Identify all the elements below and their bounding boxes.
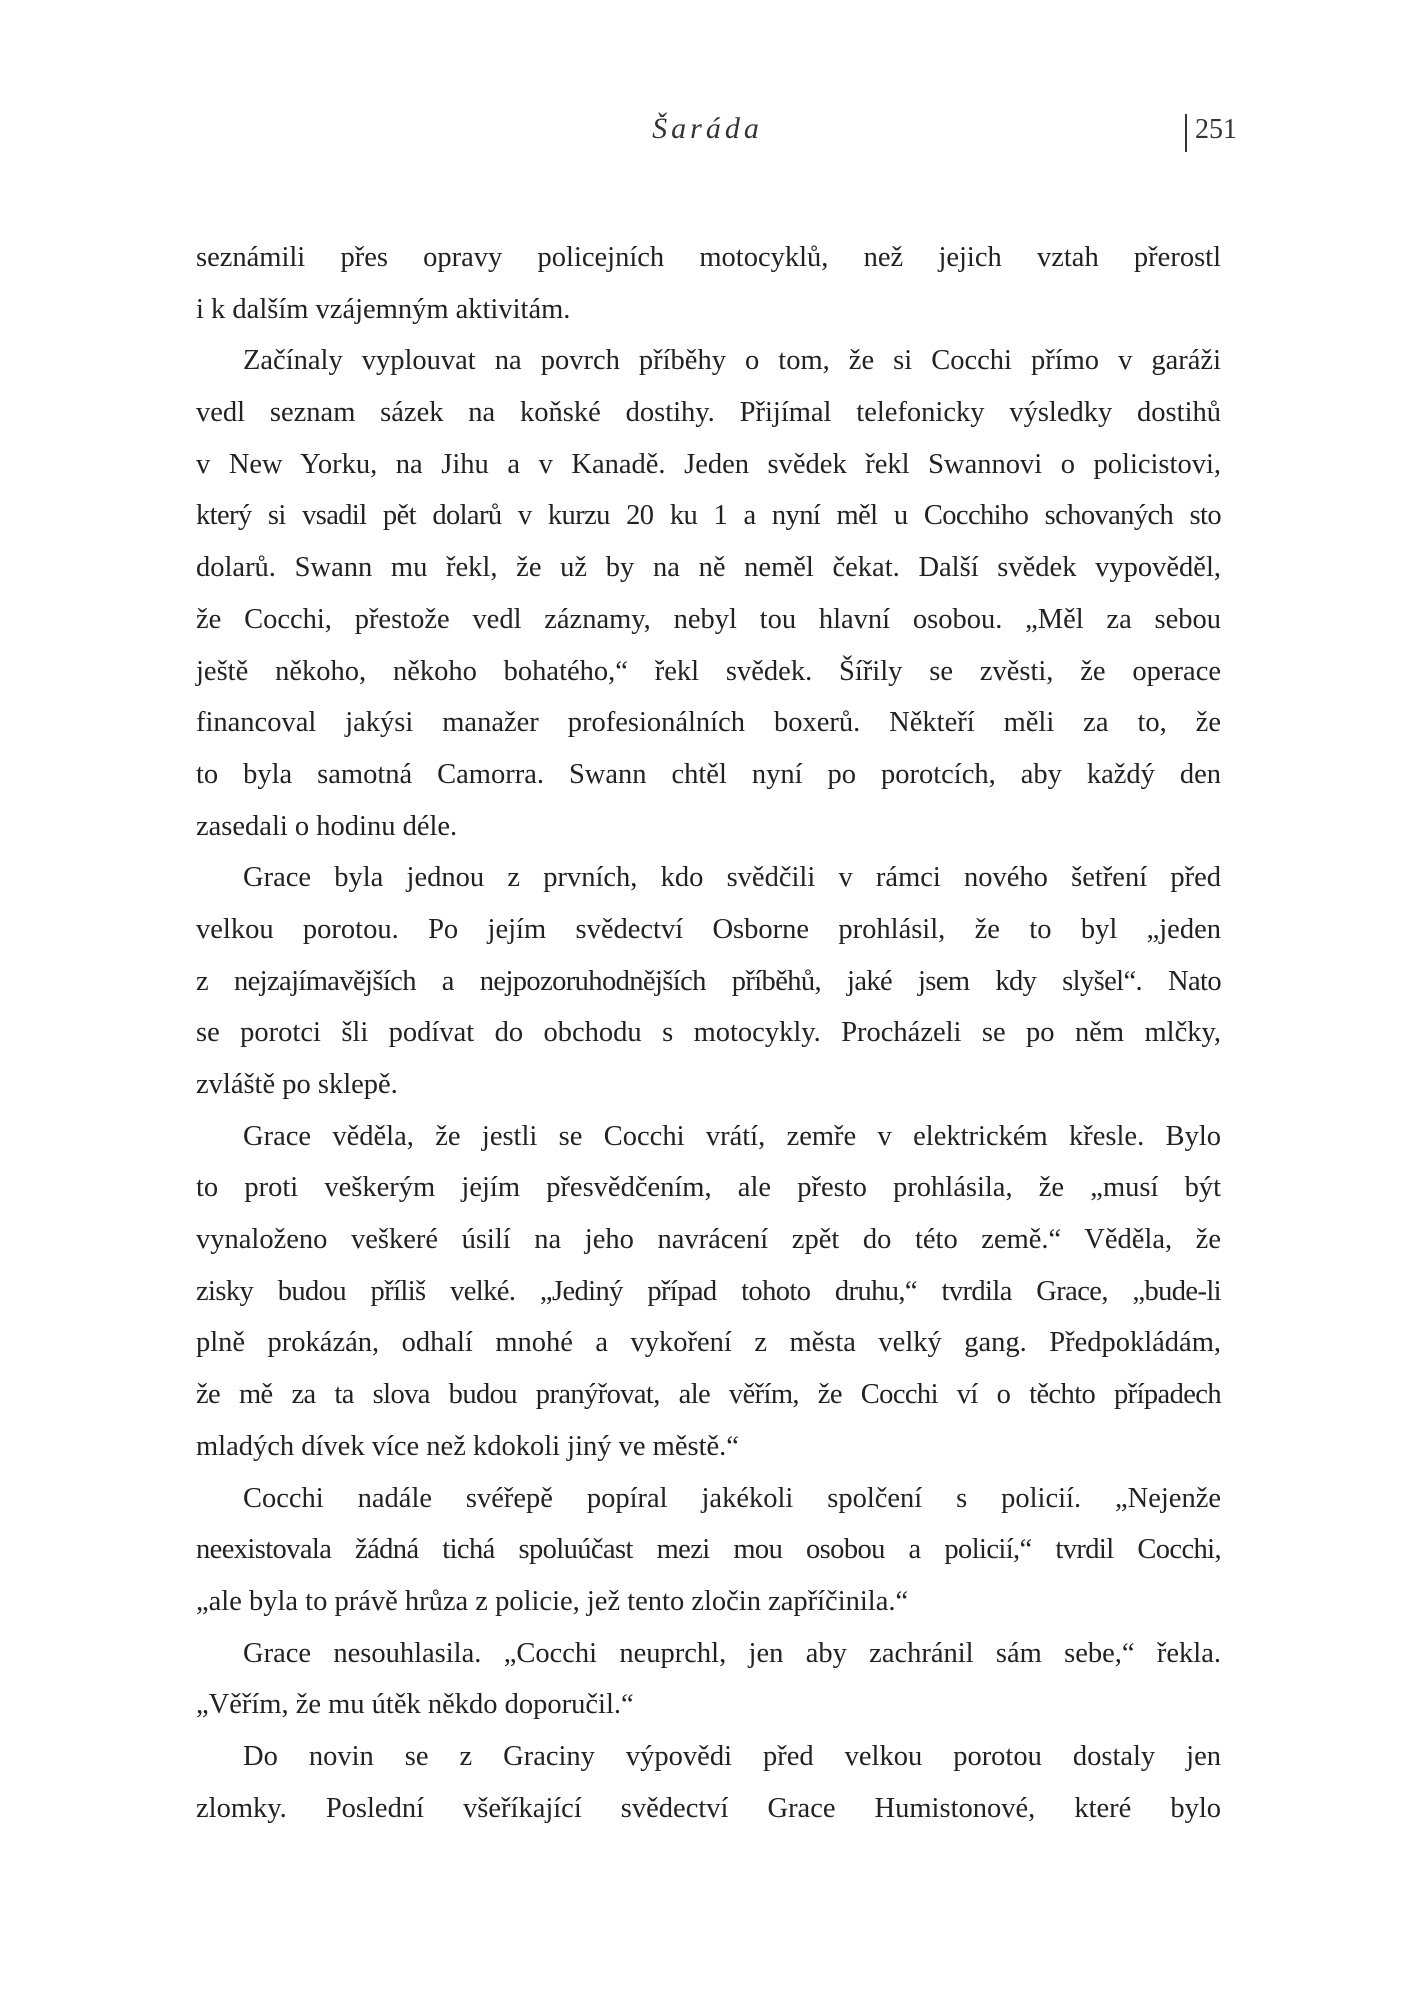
- text-line: se porotci šli podívat do obchodu s motocykly. Procházeli se po něm mlčky,: [196, 1017, 1221, 1049]
- text-line: velkou porotou. Po jejím svědectví Osborne prohlásil, že to byl „jeden: [196, 913, 1221, 945]
- text-line: který si vsadil pět dolarů v kurzu 20 ku 1 a nyní měl u Cocchiho schovaných sto: [196, 500, 1221, 532]
- text-line: seznámili přes opravy policejních motocyklů, než jejich vztah přerostl: [196, 242, 1221, 273]
- text-line: financoval jakýsi manažer profesionálních boxerů. Někteří měli za to, že: [196, 707, 1221, 739]
- text-line: Grace byla jednou z prvních, kdo svědčili v rámci nového šetření před: [243, 862, 1221, 894]
- text-line: zvláště po sklepě.: [196, 1069, 398, 1100]
- text-line: „Věřím, že mu útěk někdo doporučil.“: [196, 1689, 634, 1721]
- text-line: vedl seznam sázek na koňské dostihy. Přijímal telefonicky výsledky dostihů: [196, 397, 1221, 429]
- text-line: Do novin se z Graciny výpovědi před velkou porotou dostaly jen: [243, 1740, 1221, 1772]
- text-line: neexistovala žádná tichá spoluúčast mezi mou osobou a policií,“ tvrdil Cocchi,: [196, 1534, 1221, 1566]
- text-line: to byla samotná Camorra. Swann chtěl nyní po porotcích, aby každý den: [196, 758, 1221, 790]
- page-header: [0, 112, 1415, 156]
- text-line: Začínaly vyplouvat na povrch příběhy o tom, že si Cocchi přímo v garáži: [243, 345, 1221, 377]
- text-line: že Cocchi, přestože vedl záznamy, nebyl tou hlavní osobou. „Měl za sebou: [196, 603, 1221, 635]
- body-text: [196, 232, 1221, 1834]
- text-line: zisky budou příliš velké. „Jediný případ tohoto druhu,“ tvrdila Grace, „bude-li: [196, 1275, 1221, 1307]
- text-line: Grace věděla, že jestli se Cocchi vrátí, zemře v elektrickém křesle. Bylo: [243, 1120, 1221, 1152]
- text-line: zlomky. Poslední všeříkající svědectví Grace Humistonové, které bylo: [196, 1792, 1221, 1824]
- text-line: v New Yorku, na Jihu a v Kanadě. Jeden svědek řekl Swannovi o policistovi,: [196, 448, 1221, 480]
- text-line: plně prokázán, odhalí mnohé a vykoření z města velký gang. Předpokládám,: [196, 1327, 1221, 1359]
- text-line: z nejzajímavějších a nejpozoruhodnějších příběhů, jaké jsem kdy slyšel“. Nato: [196, 965, 1221, 997]
- running-title: Šaráda: [652, 112, 763, 145]
- header-divider: [1185, 114, 1187, 152]
- text-line: to proti veškerým jejím přesvědčením, ale přesto prohlásila, že „musí být: [196, 1172, 1221, 1204]
- text-line: „ale byla to právě hrůza z policie, jež tento zločin zapříčinila.“: [196, 1585, 909, 1617]
- text-line: zasedali o hodinu déle.: [196, 810, 458, 842]
- text-line: ještě někoho, někoho bohatého,“ řekl svědek. Šířily se zvěsti, že operace: [196, 655, 1221, 687]
- text-line: Grace nesouhlasila. „Cocchi neuprchl, jen aby zachránil sám sebe,“ řekla.: [243, 1637, 1221, 1669]
- text-line: Cocchi nadále svéřepě popíral jakékoli spolčení s policií. „Nejenže: [243, 1482, 1221, 1514]
- text-line: dolarů. Swann mu řekl, že už by na ně neměl čekat. Další svědek vypověděl,: [196, 552, 1221, 584]
- text-line: vynaloženo veškeré úsilí na jeho navrácení zpět do této země.“ Věděla, že: [196, 1224, 1221, 1256]
- text-line: že mě za ta slova budou pranýřovat, ale věřím, že Cocchi ví o těchto případech: [196, 1379, 1221, 1411]
- text-line: i k dalším vzájemným aktivitám.: [196, 293, 571, 325]
- page-number: 251: [1195, 114, 1237, 145]
- text-line: mladých dívek více než kdokoli jiný ve městě.“: [196, 1430, 739, 1462]
